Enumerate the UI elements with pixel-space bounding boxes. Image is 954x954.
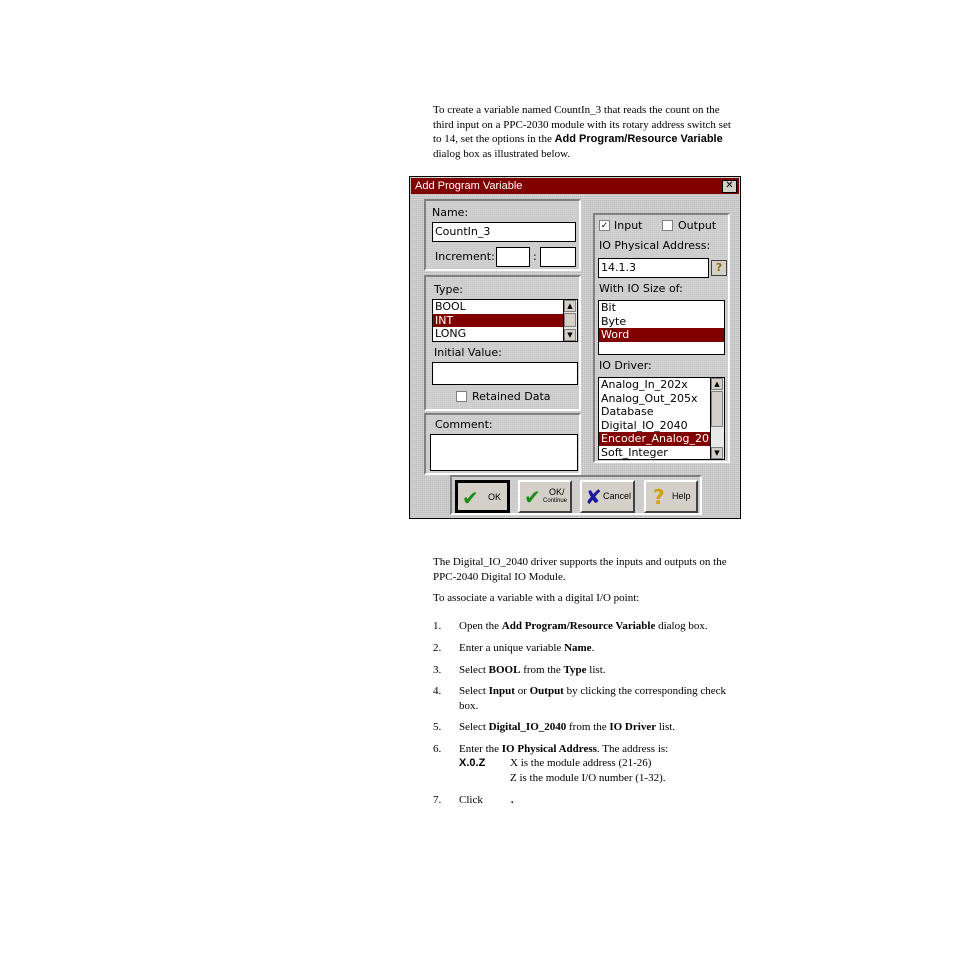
step-text: box.	[459, 699, 479, 712]
step-bold: Add Program/Resource Variable	[501, 620, 656, 632]
dialog-titlebar	[411, 178, 739, 194]
comment-panel	[424, 413, 581, 475]
input-label: Input	[614, 219, 643, 232]
name-panel	[424, 199, 581, 271]
step-text: from the	[520, 664, 564, 676]
io-driver-item[interactable]: Soft_Integer	[601, 445, 668, 459]
io-driver-item[interactable]: Analog_In_202x	[601, 378, 688, 391]
cancel-button[interactable]	[580, 480, 635, 513]
io-driver-item[interactable]: Database	[601, 405, 654, 418]
increment-separator: :	[533, 250, 537, 263]
step-text: list.	[586, 664, 606, 676]
io-panel	[593, 213, 730, 463]
step-body	[459, 663, 764, 678]
step-text: list.	[656, 721, 676, 733]
step-text: Select	[459, 721, 489, 733]
ok-continue-label: OK/	[549, 487, 565, 497]
step-number: 7.	[433, 794, 442, 806]
step-text: Select	[459, 664, 489, 676]
step-text: Click	[459, 794, 483, 806]
address-desc-1: X is the module address (21-26)	[510, 757, 652, 769]
add-program-variable-dialog	[409, 176, 741, 519]
intro-line-2: third input on a PPC-2030 module with its rotary address switch set	[433, 118, 731, 131]
step-bold: IO Physical Address	[501, 743, 597, 755]
io-driver-scrollbar[interactable]	[710, 378, 724, 459]
address-desc-2: Z is the module I/O number (1-32).	[510, 772, 666, 784]
scroll-up-icon[interactable]: ▲	[564, 300, 576, 312]
step-text: . The address is:	[596, 743, 669, 755]
step-body	[459, 793, 764, 808]
step-body	[459, 684, 764, 713]
step-number: 6.	[433, 743, 442, 755]
step-bold: Digital_IO_2040	[488, 721, 567, 733]
step-number: 2.	[433, 642, 442, 654]
scroll-up-icon[interactable]: ▲	[711, 378, 723, 390]
step-text: from the	[566, 721, 610, 733]
step-body	[459, 720, 764, 735]
name-input[interactable]: CountIn_3	[432, 222, 576, 242]
x-icon: ✘	[585, 485, 602, 509]
check-icon: ✔	[524, 485, 541, 509]
step-body	[459, 742, 764, 757]
procedure-intro: To associate a variable with a digital I/O point:	[433, 592, 640, 604]
comment-input[interactable]	[430, 434, 578, 471]
io-driver-item-selected[interactable]: Encoder_Analog_20	[599, 432, 724, 446]
type-label: Type:	[434, 283, 463, 296]
close-icon[interactable]: ✕	[722, 180, 737, 193]
address-help-icon[interactable]: ?	[711, 260, 727, 276]
retained-data-label: Retained Data	[472, 390, 551, 403]
step-bold: .	[510, 794, 514, 806]
step-text: or	[514, 685, 530, 697]
increment-input-2[interactable]	[540, 247, 576, 267]
step-bold: Output	[529, 685, 564, 697]
scroll-down-icon[interactable]: ▼	[711, 447, 723, 459]
check-icon: ✔	[462, 486, 479, 510]
step-body	[459, 641, 764, 656]
intro-line-3	[433, 132, 763, 147]
step-text: Enter a unique variable	[459, 642, 565, 654]
retained-data-checkbox[interactable]	[456, 391, 467, 402]
type-item-bool[interactable]: BOOL	[435, 300, 466, 313]
io-driver-item[interactable]: Digital_IO_2040	[601, 418, 688, 432]
ok-label: OK	[488, 492, 502, 502]
ok-continue-button[interactable]	[518, 480, 572, 513]
type-item-int[interactable]: INT	[433, 314, 577, 328]
io-driver-list[interactable]	[598, 377, 725, 460]
increment-input-1[interactable]	[496, 247, 530, 267]
output-checkbox[interactable]	[662, 220, 673, 231]
initial-value-label: Initial Value:	[434, 346, 502, 359]
step-bold: Name	[564, 642, 592, 654]
io-size-item-byte[interactable]: Byte	[601, 314, 627, 328]
driver-paragraph	[433, 555, 763, 584]
step-text: Open the	[459, 620, 502, 632]
dialog-title: Add Program Variable	[415, 180, 523, 192]
step-bold: Type	[563, 664, 587, 676]
step-number: 4.	[433, 685, 442, 697]
step-bold: IO Driver	[609, 721, 657, 733]
ok-button[interactable]	[455, 480, 510, 513]
step-number: 1.	[433, 620, 442, 632]
step-number: 3.	[433, 664, 442, 676]
ok-continue-sublabel: Continue	[543, 498, 568, 504]
step-number: 5.	[433, 721, 442, 733]
name-label: Name:	[432, 206, 469, 219]
io-size-item-word[interactable]: Word	[599, 328, 724, 342]
step-text: dialog box.	[655, 620, 708, 632]
comment-label: Comment:	[435, 418, 493, 431]
io-size-label: With IO Size of:	[599, 282, 683, 295]
type-list[interactable]	[432, 299, 578, 342]
scroll-down-icon[interactable]: ▼	[564, 329, 576, 341]
output-label: Output	[678, 219, 717, 232]
io-address-label: IO Physical Address:	[599, 239, 711, 252]
step-body	[459, 619, 764, 634]
io-address-input[interactable]: 14.1.3	[598, 258, 709, 278]
intro-line-3-text: to 14, set the options in the	[433, 133, 555, 145]
scroll-thumb[interactable]	[711, 391, 723, 427]
io-driver-item[interactable]: Analog_Out_205x	[601, 391, 698, 405]
scroll-thumb[interactable]	[564, 313, 576, 327]
type-list-scrollbar[interactable]	[563, 300, 577, 341]
step-text: by clicking the corresponding check	[563, 685, 727, 697]
step-text: .	[591, 642, 595, 654]
input-checkbox[interactable]: ✓	[600, 220, 609, 230]
intro-line-1: To create a variable named CountIn_3 that reads the count on the	[433, 104, 720, 116]
io-size-item-bit[interactable]: Bit	[601, 301, 616, 314]
intro-paragraph	[433, 103, 763, 161]
intro-dialog-name: Add Program/Resource Variable	[554, 133, 723, 145]
help-button[interactable]	[644, 480, 698, 513]
type-item-long[interactable]: LONG	[435, 327, 467, 340]
step-bold: BOOL	[488, 664, 521, 676]
step-text: Select	[459, 685, 489, 697]
help-label: Help	[672, 491, 691, 501]
step-text: Enter the	[459, 743, 502, 755]
cancel-label: Cancel	[603, 491, 632, 501]
question-icon: ?	[653, 485, 665, 509]
intro-line-4: dialog box as illustrated below.	[433, 147, 571, 160]
io-size-list[interactable]	[598, 300, 725, 355]
type-panel	[424, 275, 581, 411]
driver-line-2: PPC-2040 Digital IO Module.	[433, 570, 566, 583]
address-code: X.0.Z	[459, 757, 486, 769]
driver-line-1: The Digital_IO_2040 driver supports the inputs and outputs on the	[433, 556, 727, 568]
initial-value-input[interactable]	[432, 362, 578, 385]
step-bold: Input	[488, 685, 515, 697]
io-driver-label: IO Driver:	[599, 359, 652, 372]
increment-label: Increment:	[435, 250, 495, 263]
